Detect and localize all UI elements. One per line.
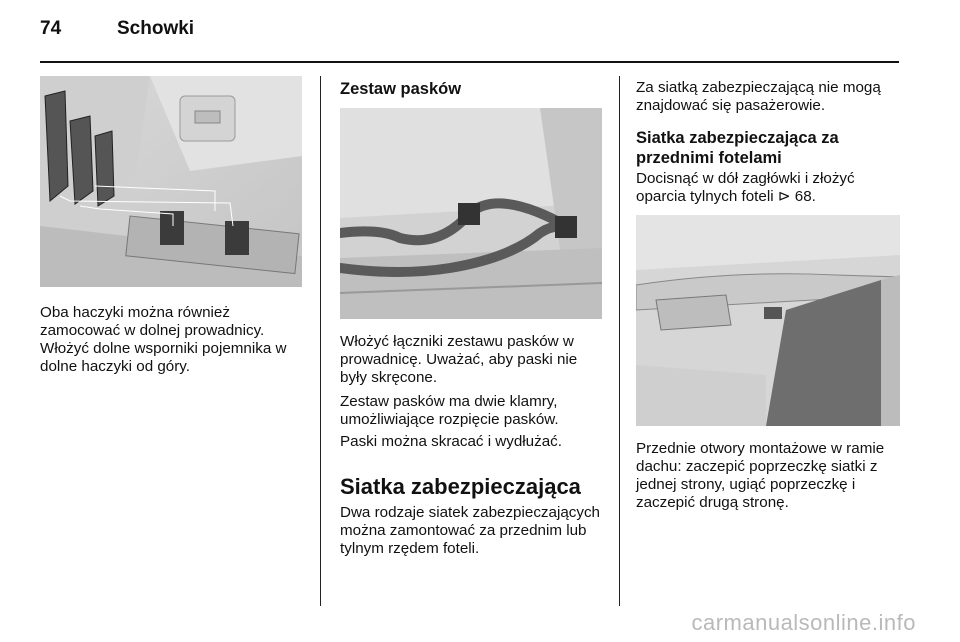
column-divider-left — [320, 76, 321, 606]
photo-container-roof-frame — [636, 215, 900, 426]
body-text-straps-2: Zestaw pasków ma dwie klamry, umożliwiające rozpięcie pasków. — [340, 393, 559, 428]
heading-front-net: Siatka zabezpieczająca za przednimi fotelami — [636, 129, 839, 167]
page-section-title: Schowki — [117, 18, 195, 39]
heading-safety-net: Siatka zabezpieczająca — [340, 474, 581, 499]
illustration-roof-frame — [636, 215, 900, 426]
photo-container-straps — [340, 108, 602, 319]
body-text-roof-mounting: Przednie otwory montażowe w ramie dachu: zaczepić poprzeczkę siatki z jednej strony, ugiąć poprzeczkę i zaczepić drugą stronę. — [636, 440, 885, 511]
page-ref-icon: ⊳ — [777, 188, 791, 205]
illustration-container-hooks — [40, 76, 302, 287]
body-text-safety-net: Dwa rodzaje siatek zabezpieczających można zamontować za przednim lub tylnym rzędem foteli. — [340, 504, 601, 557]
body-text-straps-1: Włożyć łączniki zestawu pasków w prowadnicę. Uważać, aby paski nie były skręcone. — [340, 333, 578, 386]
header-rule — [40, 61, 899, 63]
body-text-hooks: Oba haczyki można również zamocować w dolnej prowadnicy. Włożyć dolne wsporniki pojemnika w dolne haczyki od góry. — [40, 304, 287, 375]
illustration-strap-set — [340, 108, 602, 319]
column-divider-right — [619, 76, 620, 606]
page-ref-number: 68. — [790, 188, 816, 205]
body-text-straps-3: Paski można skracać i wydłużać. — [340, 433, 562, 450]
watermark: carmanualsonline.info — [691, 610, 916, 635]
page-number: 74 — [40, 18, 62, 39]
heading-strap-set: Zestaw pasków — [340, 80, 462, 98]
photo-container-hooks — [40, 76, 302, 287]
body-text-fold-seats — [636, 170, 900, 206]
body-text-passengers: Za siatką zabezpieczającą nie mogą znajdować się pasażerowie. — [636, 79, 881, 114]
fold-seats-text: Docisnąć w dół zagłówki i złożyć oparcia tylnych foteli — [636, 170, 855, 205]
